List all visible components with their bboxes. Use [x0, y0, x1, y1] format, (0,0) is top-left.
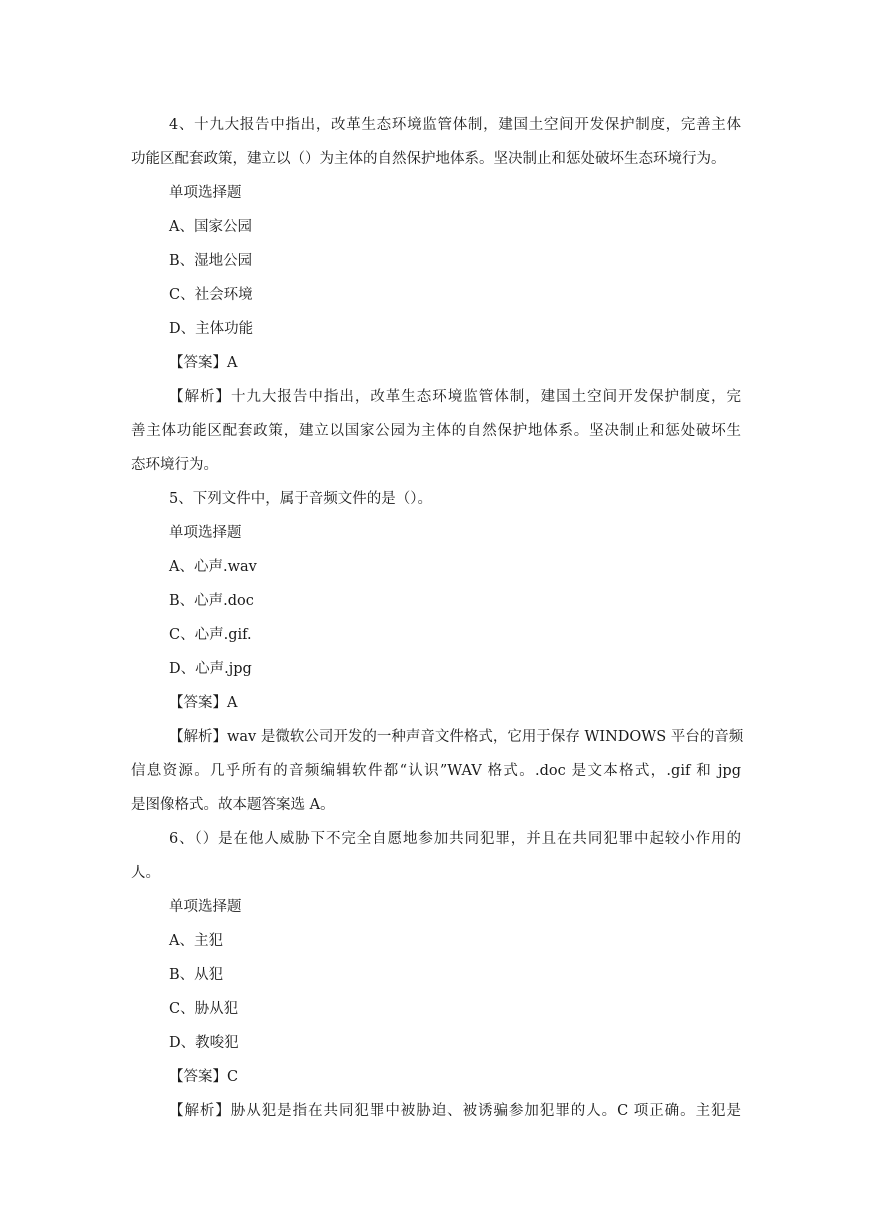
analysis-line: 是图像格式。故本题答案选 A。: [131, 797, 335, 813]
option-c: C、胁从犯: [169, 1001, 239, 1017]
question-4: [131, 108, 741, 482]
option-d: D、教唆犯: [169, 1035, 239, 1051]
option-a: A、国家公园: [169, 219, 252, 235]
analysis-line: 【解析】wav 是微软公司开发的一种声音文件格式，它用于保存 WINDOWS 平台的音频: [169, 729, 744, 745]
option-b: B、从犯: [169, 967, 224, 983]
question-type: 单项选择题: [169, 185, 242, 201]
question-stem-line: 5、下列文件中，属于音频文件的是（）。: [169, 491, 432, 507]
option-b: B、湿地公园: [169, 253, 253, 269]
question-5: [131, 482, 744, 822]
option-d: D、主体功能: [169, 321, 254, 337]
question-type: 单项选择题: [169, 525, 242, 541]
answer: 【答案】A: [169, 695, 238, 711]
analysis-line: 态环境行为。: [131, 457, 218, 473]
option-a: A、心声.wav: [169, 559, 257, 575]
option-c: C、心声.gif.: [169, 627, 252, 643]
option-a: A、主犯: [169, 933, 223, 949]
option-b: B、心声.doc: [169, 593, 254, 609]
question-stem-line: 功能区配套政策，建立以（）为主体的自然保护地体系。坚决制止和惩处破坏生态环境行为。: [131, 151, 726, 167]
document-body: [131, 108, 744, 1128]
analysis-line: 信息资源。几乎所有的音频编辑软件都“认识”WAV 格式。.doc 是文本格式，.gif 和 jpg: [131, 763, 741, 779]
analysis-line: 善主体功能区配套政策，建立以国家公园为主体的自然保护地体系。坚决制止和惩处破坏生: [131, 423, 741, 439]
question-stem-line: 人。: [131, 865, 160, 881]
analysis-line: 【解析】十九大报告中指出，改革生态环境监管体制，建国土空间开发保护制度，完: [169, 389, 741, 405]
answer: 【答案】C: [169, 1069, 239, 1085]
question-type: 单项选择题: [169, 899, 242, 915]
question-6: [131, 822, 741, 1128]
answer: 【答案】A: [169, 355, 238, 371]
option-c: C、社会环境: [169, 287, 253, 303]
question-stem-line: 6、（）是在他人威胁下不完全自愿地参加共同犯罪，并且在共同犯罪中起较小作用的: [169, 831, 741, 847]
option-d: D、心声.jpg: [169, 661, 252, 677]
analysis-line: 【解析】胁从犯是指在共同犯罪中被胁迫、被诱骗参加犯罪的人。C 项正确。主犯是: [169, 1103, 741, 1119]
question-stem-line: 4、十九大报告中指出，改革生态环境监管体制，建国土空间开发保护制度，完善主体: [169, 117, 741, 133]
